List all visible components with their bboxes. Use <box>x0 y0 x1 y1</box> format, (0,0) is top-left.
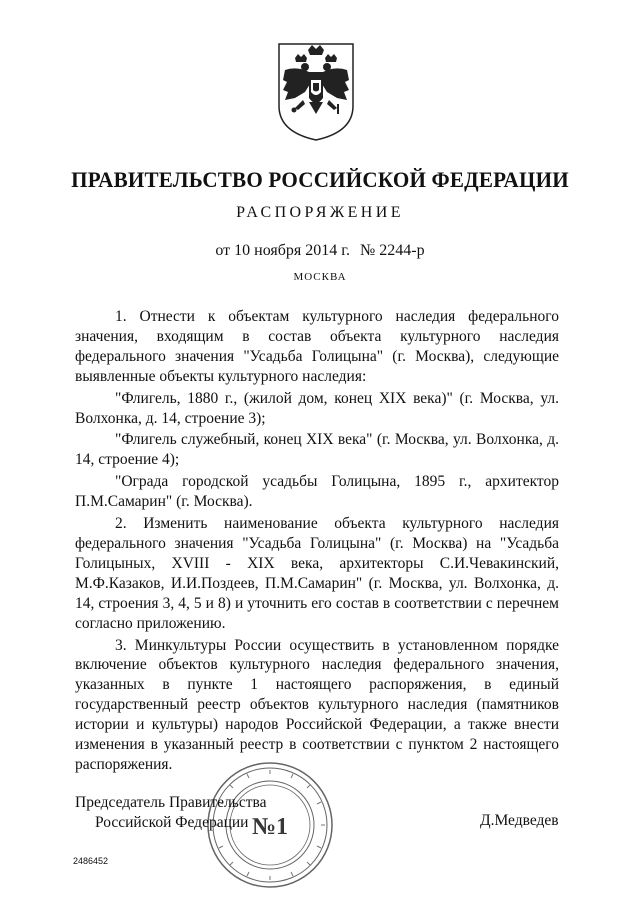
document-number: № 2244-р <box>360 242 425 259</box>
paragraph-1: 1. Отнести к объектам культурного наследия федерального значения, входящим в состав объекта культурного наследия федерального значения "Усадьба Голицына" (г. Москва), следующие выявленные объекты культурного наследия: <box>75 308 559 385</box>
order-body <box>75 307 559 777</box>
city-name: МОСКВА <box>293 271 347 283</box>
signature-title <box>75 793 267 833</box>
document-date: от 10 ноября 2014 г. <box>215 242 351 259</box>
signature-title-line-2: Российской Федерации <box>95 814 249 831</box>
document-type: РАСПОРЯЖЕНИЕ <box>236 204 404 221</box>
seal-number: №1 <box>251 814 289 840</box>
coat-of-arms-icon <box>275 40 357 144</box>
signatory-name: Д.Медведев <box>480 812 559 829</box>
object-item-1: "Флигель, 1880 г., (жилой дом, конец XIX века)" (г. Москва, ул. Волхонка, д. 14, строение 3); <box>75 389 559 427</box>
document-date-line <box>0 242 640 260</box>
object-item-2: "Флигель служебный, конец XIX века" (г. Москва, ул. Волхонка, д. 14, строение 4); <box>75 431 559 469</box>
object-item-3: "Ограда городской усадьбы Голицына, 1895 г., архитектор П.М.Самарин" (г. Москва). <box>75 473 559 511</box>
authority-title: ПРАВИТЕЛЬСТВО РОССИЙСКОЙ ФЕДЕРАЦИИ <box>71 167 569 192</box>
document-id: 2486452 <box>73 856 109 866</box>
paragraph-2: 2. Изменить наименование объекта культурного наследия федерального значения "Усадьба Голицына" (г. Москва) на "Усадьба Голицыных, XVIII - XIX века, архитекторы С.И.Чевакинский, М.Ф.Казаков, И.И.Поздеев, П.М.Самарин" (г. Москва, ул. Волхонка, д. 14, строения 3, 4, 5 и 8) и уточнить его состав в соответствии с перечнем согласно приложению. <box>75 515 559 632</box>
signature-title-line-1: Председатель Правительства <box>75 794 267 811</box>
paragraph-3: 3. Минкультуры России осуществить в установленном порядке включение объектов культурного наследия федерального значения, указанных в пункте 1 настоящего распоряжения, в единый государственный реестр объектов культурного наследия (памятников истории и культуры) народов Российской Федерации, а также внести изменения в указанный реестр в соответствии с пунктом 2 настоящего распоряжения. <box>75 636 559 773</box>
